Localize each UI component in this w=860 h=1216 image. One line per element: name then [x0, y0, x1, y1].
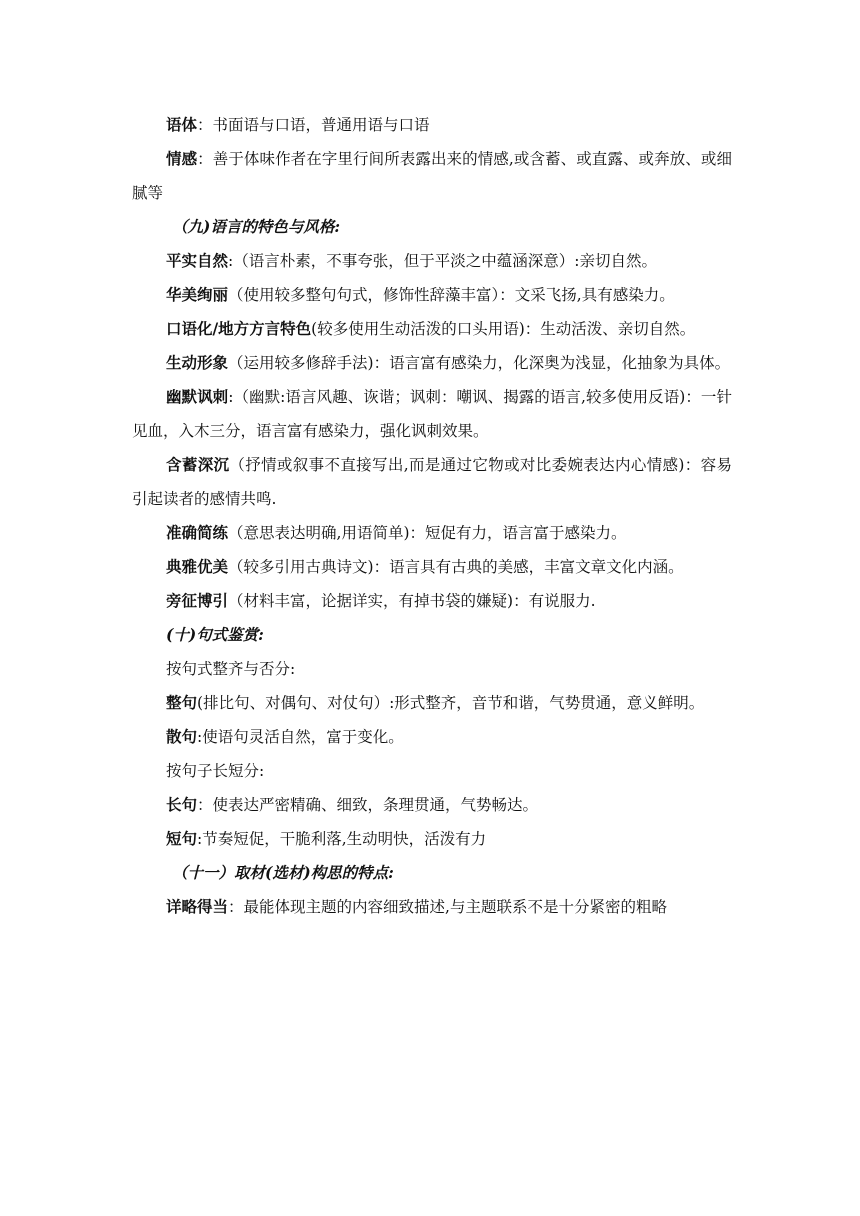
term-label: 口语化/地方方言特色 [166, 319, 312, 338]
paragraph-yuti [132, 108, 732, 142]
term-label: 情感 [166, 149, 198, 168]
term-description: （运用较多修辞手法)：语言富有感染力，化深奥为浅显，化抽象为具体。 [228, 354, 731, 372]
term-description: ：书面语与口语，普通用语与口语 [197, 116, 430, 134]
term-label: 华美绚丽 [166, 285, 229, 304]
term-label: 旁征博引 [166, 591, 229, 610]
term-description: (排比句、对偶句、对仗句）:形式整齐，音节和谐，气势贯通，意义鲜明。 [197, 694, 705, 712]
document-body [132, 108, 732, 924]
paragraph-shengdong-xingxiang [132, 346, 732, 380]
term-description: 按句子长短分: [166, 762, 265, 780]
paragraph-hanxu-shenchen [132, 448, 732, 516]
term-description: :（幽默:语言风趣、诙谐；讽刺：嘲讽、揭露的语言,较多使用反语)：一针见血，入木三分，语言富有感染力，强化讽刺效果。 [132, 388, 732, 440]
section-heading-11: （十一）取材(选材)构思的特点: [172, 863, 394, 882]
term-description: （抒情或叙事不直接写出,而是通过它物或对比委婉表达内心情感)：容易引起读者的感情共鸣. [132, 456, 732, 508]
paragraph-changju [132, 788, 732, 822]
term-label: 典雅优美 [166, 557, 229, 576]
paragraph-pingshi-ziran [132, 244, 732, 278]
paragraph-pangzheng-boyin [132, 584, 732, 618]
term-description: （意思表达明确,用语简单)：短促有力，语言富于感染力。 [228, 524, 627, 542]
term-label: 幽默讽刺 [166, 387, 229, 406]
paragraph-youmo-fengci [132, 380, 732, 448]
paragraph-duanju [132, 822, 732, 856]
term-label: 整句 [166, 693, 198, 712]
term-description: :使语句灵活自然，富于变化。 [197, 728, 404, 746]
paragraph-kouyuhua [132, 312, 732, 346]
term-description: （较多引用古典诗文)：语言具有古典的美感，丰富文章文化内涵。 [228, 558, 684, 576]
paragraph-zhunque-jianlian [132, 516, 732, 550]
term-description: 按句式整齐与否分: [166, 660, 296, 678]
term-description: (较多使用生动活泼的口头用语)：生动活泼、亲切自然。 [311, 320, 696, 338]
term-description: （材料丰富，论据详实，有掉书袋的嫌疑)：有说服力. [228, 592, 596, 610]
section-heading-9: （九)语言的特色与风格: [172, 217, 341, 236]
paragraph-zhengju [132, 686, 732, 720]
section-heading-10: (十)句式鉴赏: [166, 625, 264, 644]
term-label: 短句 [166, 829, 198, 848]
term-label: 散句 [166, 727, 198, 746]
paragraph-sanju [132, 720, 732, 754]
term-label: 准确简练 [166, 523, 229, 542]
paragraph-dianya-youmei [132, 550, 732, 584]
paragraph-classify-by-length [132, 754, 732, 788]
term-label: 详略得当 [166, 897, 229, 916]
paragraph-qinggan [132, 142, 732, 210]
paragraph-classify-by-neatness [132, 652, 732, 686]
term-label: 含蓄深沉 [166, 455, 230, 474]
term-label: 语体 [166, 115, 198, 134]
term-description: :节奏短促，干脆利落,生动明快，活泼有力 [197, 830, 487, 848]
term-description: ：最能体现主题的内容细致描述,与主题联系不是十分紧密的粗略 [228, 898, 667, 916]
term-description: ：使表达严密精确、细致，条理贯通，气势畅达。 [197, 796, 539, 814]
term-description: （使用较多整句句式，修饰性辞藻丰富）：文采飞扬,具有感染力。 [228, 286, 675, 304]
term-label: 生动形象 [166, 353, 229, 372]
term-description: :（语言朴素，不事夸张，但于平淡之中蕴涵深意）:亲切自然。 [228, 252, 657, 270]
paragraph-huamei-xuanli [132, 278, 732, 312]
term-label: 平实自然 [166, 251, 229, 270]
term-label: 长句 [166, 795, 198, 814]
paragraph-xianglue-dedang [132, 890, 732, 924]
term-description: ：善于体味作者在字里行间所表露出来的情感,或含蓄、或直露、或奔放、或细腻等 [132, 150, 732, 202]
